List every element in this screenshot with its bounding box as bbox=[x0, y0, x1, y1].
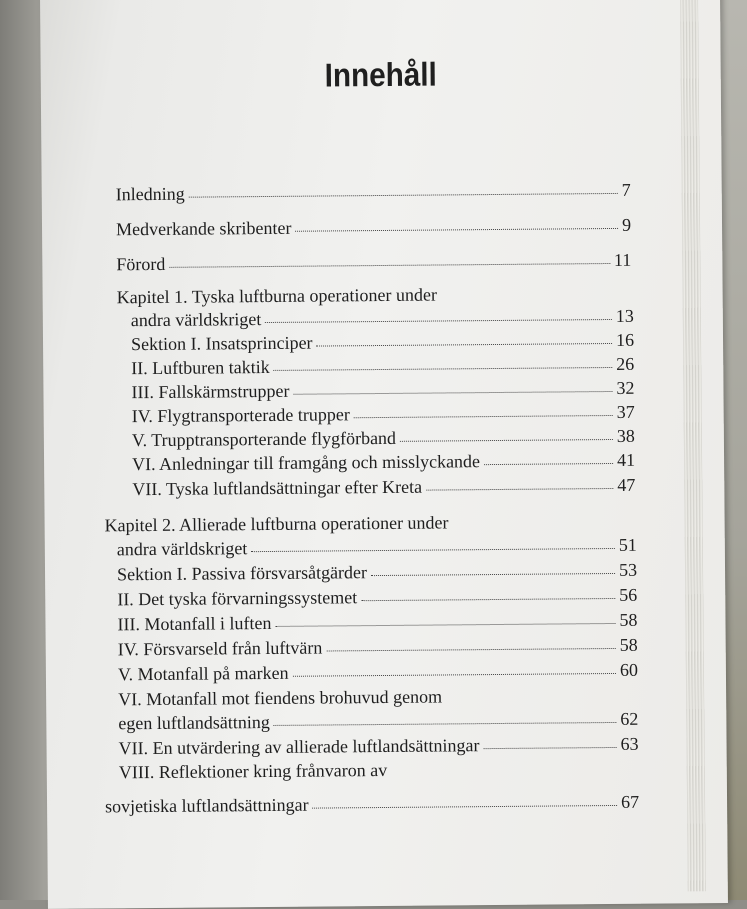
toc-entry-label: Medverkande skribenter bbox=[115, 217, 292, 240]
leader-dots bbox=[326, 648, 615, 652]
leader-dots bbox=[251, 548, 615, 552]
toc-entry-page: 37 bbox=[616, 401, 635, 422]
toc-entry-label: egen luftlandsättning bbox=[118, 711, 270, 734]
leader-dots bbox=[189, 193, 618, 198]
toc-entry-label: Inledning bbox=[115, 183, 185, 205]
toc-entry-label: Sektion I. Insatsprinciper bbox=[130, 332, 313, 355]
toc-entry-label: V. Motanfall på marken bbox=[117, 662, 289, 685]
leader-dots bbox=[371, 573, 615, 576]
toc-entry-label: VII. En utvärdering av allierade luftlandsättningar bbox=[118, 735, 480, 759]
leader-dots bbox=[484, 463, 613, 465]
toc-entry bbox=[132, 426, 635, 451]
leader-dots bbox=[274, 367, 613, 371]
leader-dots bbox=[354, 415, 613, 418]
toc-entry-label: VI. Anledningar till framgång och misslyckande bbox=[132, 451, 481, 475]
toc-entry bbox=[116, 250, 631, 275]
toc-entry-page: 41 bbox=[616, 449, 636, 470]
page-edge bbox=[680, 0, 706, 891]
toc-entry-label: sovjetiska luftlandsättningar bbox=[104, 794, 309, 817]
book-page bbox=[40, 0, 728, 909]
toc-entry-label: V. Trupptransporterande flygförband bbox=[131, 427, 397, 451]
leader-dots bbox=[293, 391, 612, 395]
toc-entry bbox=[131, 306, 634, 331]
leader-dots bbox=[275, 623, 615, 627]
toc-entry-label: andra världskriget bbox=[116, 538, 248, 560]
toc-entry-page: 63 bbox=[620, 733, 639, 754]
chapter-heading: Kapitel 1. Tyska luftburna operationer under bbox=[116, 284, 438, 308]
toc-entry-page: 47 bbox=[617, 474, 636, 495]
toc-entry-label: VIII. Reflektioner kring frånvaron av bbox=[118, 759, 388, 783]
leader-dots bbox=[169, 263, 610, 268]
page-title: Innehåll bbox=[324, 55, 437, 94]
toc-entry bbox=[118, 734, 638, 760]
toc-entry-label: Förord bbox=[116, 253, 166, 275]
toc-entry bbox=[117, 535, 637, 561]
leader-dots bbox=[293, 673, 616, 677]
toc-entry-label: II. Luftburen taktik bbox=[131, 356, 270, 379]
toc-entry-page: 60 bbox=[619, 659, 638, 680]
toc-entry bbox=[131, 354, 634, 379]
toc-entry bbox=[118, 635, 638, 661]
toc-entry bbox=[118, 709, 638, 735]
toc-entry-label: Sektion I. Passiva försvarsåtgärder bbox=[116, 562, 368, 585]
toc-entry bbox=[117, 560, 637, 586]
leader-dots bbox=[313, 805, 618, 809]
toc-entry-label: andra världskriget bbox=[130, 309, 262, 331]
toc-entry bbox=[132, 402, 635, 427]
toc-entry-page: 13 bbox=[615, 305, 634, 326]
toc-entry bbox=[118, 660, 638, 686]
toc-entry bbox=[132, 475, 635, 500]
toc-entry-page: 62 bbox=[620, 708, 639, 729]
toc-entry-page: 26 bbox=[616, 353, 635, 374]
leader-dots bbox=[426, 488, 613, 491]
toc-entry bbox=[117, 610, 637, 636]
toc-entry-label: III. Fallskärmstrupper bbox=[131, 380, 290, 403]
toc-entry-label: IV. Försvarseld från luftvärn bbox=[117, 637, 323, 660]
toc-entry bbox=[132, 450, 635, 475]
toc-entry-label: VII. Tyska luftlandsättningar efter Kreta bbox=[132, 476, 423, 500]
leader-dots bbox=[274, 722, 617, 726]
toc-entry-page: 16 bbox=[615, 329, 635, 350]
chapter-heading: Kapitel 2. Allierade luftburna operationer under bbox=[104, 512, 449, 536]
leader-dots bbox=[317, 343, 613, 347]
toc-entry bbox=[116, 215, 631, 240]
toc-entry-page: 38 bbox=[616, 425, 635, 446]
toc-entry-page: 32 bbox=[616, 377, 635, 398]
toc-entry-page: 51 bbox=[618, 534, 637, 555]
toc-entry-page: 53 bbox=[618, 559, 638, 580]
leader-dots bbox=[361, 598, 615, 601]
toc-entry-page: 58 bbox=[619, 609, 638, 630]
toc-entry-label: II. Det tyska förvarningssystemet bbox=[117, 587, 358, 610]
toc-entry bbox=[105, 792, 639, 818]
leader-dots bbox=[483, 747, 616, 749]
toc-entry-page: 11 bbox=[613, 249, 632, 270]
leader-dots bbox=[400, 439, 613, 442]
toc-entry-page: 7 bbox=[621, 179, 631, 200]
toc-entry-page: 56 bbox=[619, 584, 638, 605]
toc-entry-label: IV. Flygtransporterade trupper bbox=[131, 404, 350, 427]
toc-entry bbox=[117, 585, 637, 611]
toc-entry bbox=[116, 180, 631, 205]
toc-entry-page: 9 bbox=[621, 214, 632, 235]
toc-entry-page: 58 bbox=[619, 634, 638, 655]
leader-dots bbox=[296, 228, 619, 232]
toc-entry-label: III. Motanfall i luften bbox=[117, 612, 272, 635]
toc-entry-label: VI. Motanfall mot fiendens brohuvud genom bbox=[118, 686, 443, 710]
toc-entry bbox=[131, 330, 634, 355]
toc-entry bbox=[131, 378, 634, 403]
toc-entry-page: 67 bbox=[620, 791, 640, 812]
leader-dots bbox=[265, 319, 612, 323]
